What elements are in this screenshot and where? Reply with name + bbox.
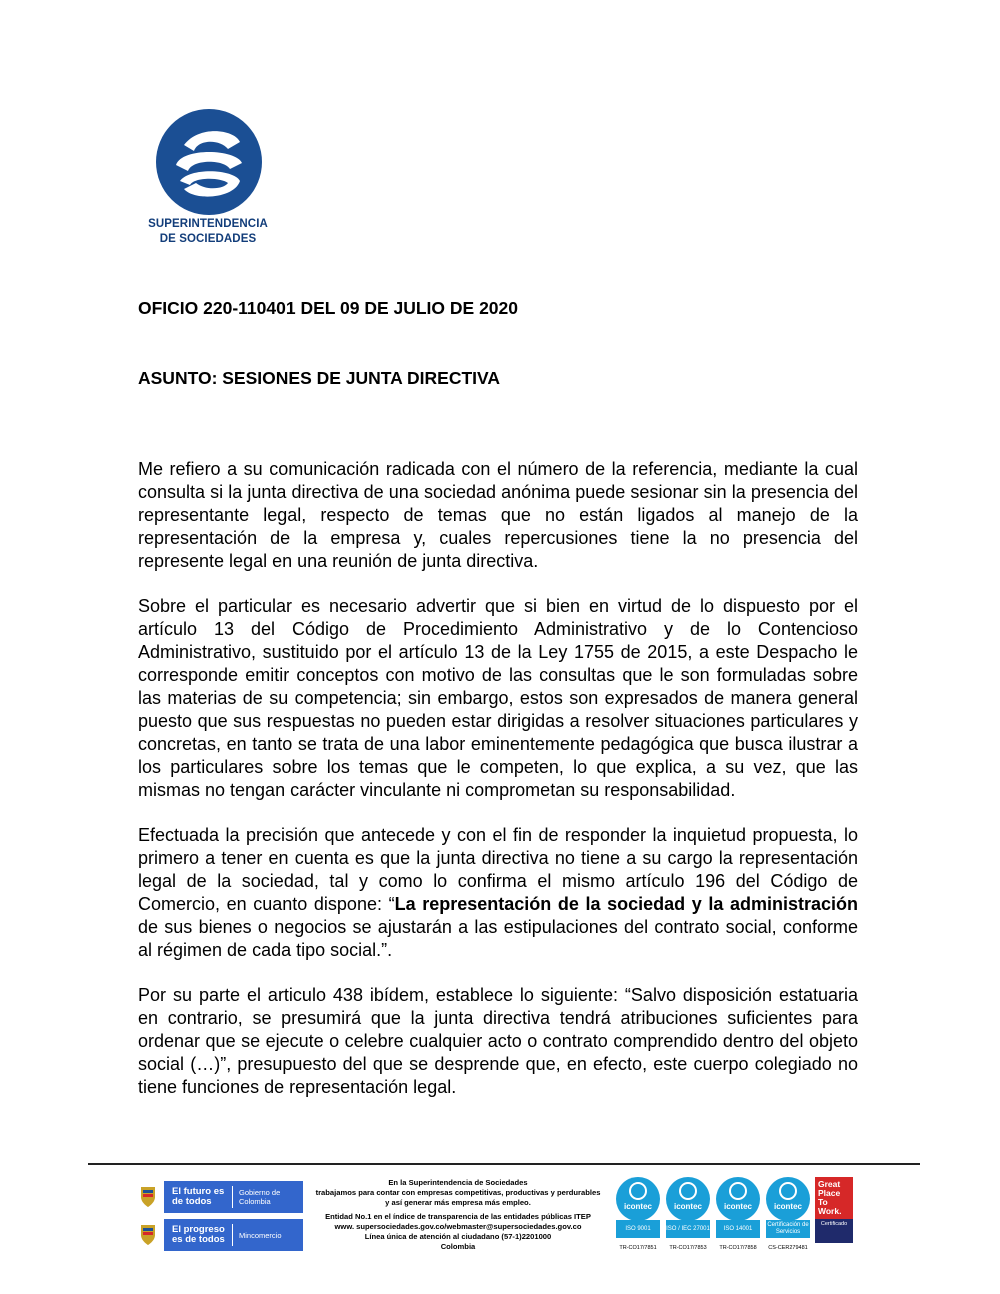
gov1-left-text: El futuro es de todos bbox=[172, 1186, 225, 1207]
gov1-right-text: Gobierno de Colombia bbox=[239, 1188, 281, 1206]
cert-code-1: TR-CO17/7851 bbox=[619, 1245, 657, 1251]
icontec-iso27001-badge: icontec ISO / IEC 27001 bbox=[666, 1177, 710, 1240]
gov2-right-text: Mincomercio bbox=[239, 1230, 282, 1240]
footer-line-2: trabajamos para contar con empresas competitivas, productivas y perdurables bbox=[315, 1188, 601, 1197]
icontec-servicios-badge: icontec Certificación de Servicios bbox=[766, 1177, 810, 1240]
gptw-title: Great Place To Work. bbox=[815, 1177, 853, 1219]
footer-line-6: Línea única de atención al ciudadano (57-1)2201000 bbox=[364, 1232, 552, 1241]
paragraph-3-part-b: de sus bienes o negocios se ajustarán a las estipulaciones del contrato social, conforme al régimen de cada tipo social.”. bbox=[138, 917, 858, 960]
paragraph-3-bold: La representación de la sociedad y la administración bbox=[394, 894, 858, 914]
footer-line-7: Colombia bbox=[440, 1242, 476, 1251]
colombia-seal-icon bbox=[138, 1183, 158, 1211]
footer-line-3: y así generar más empresa más empleo. bbox=[385, 1198, 531, 1207]
mincomercio-badge bbox=[138, 1219, 296, 1251]
footer-line-5: www. supersociedades.gov.co/webmaster@supersociedades.gov.co bbox=[334, 1222, 582, 1231]
logo-line-1: SUPERINTENDENCIA bbox=[148, 218, 268, 230]
icontec-icon bbox=[729, 1182, 747, 1200]
paragraph-3 bbox=[138, 824, 858, 962]
cert-code-2: TR-CO17/7853 bbox=[669, 1245, 707, 1251]
icontec-icon bbox=[629, 1182, 647, 1200]
icontec-icon bbox=[779, 1182, 797, 1200]
logo-emblem-icon bbox=[154, 107, 264, 217]
oficio-heading: OFICIO 220-110401 DEL 09 DE JULIO DE 2020 bbox=[138, 298, 519, 318]
gptw-certificado: Certificado bbox=[815, 1219, 853, 1243]
cert-code-3: TR-CO17/7858 bbox=[719, 1245, 757, 1251]
footer-line-4: Entidad No.1 en el índice de transparencia de las entidades públicas ITEP bbox=[325, 1212, 591, 1221]
cert-code-4: CS-CER279481 bbox=[768, 1245, 808, 1251]
great-place-to-work-badge bbox=[815, 1177, 853, 1243]
superintendencia-logo bbox=[138, 107, 278, 247]
asunto-heading: ASUNTO: SESIONES DE JUNTA DIRECTIVA bbox=[138, 368, 501, 388]
icontec-iso9001-badge: icontec ISO 9001 bbox=[616, 1177, 660, 1240]
gobierno-badge bbox=[138, 1181, 296, 1213]
icontec-iso14001-badge: icontec ISO 14001 bbox=[716, 1177, 760, 1240]
letter-body bbox=[138, 458, 858, 1121]
paragraph-3-part-a: Efectuada la precisión que antecede y con el fin de responder la inquietud propuesta, lo primero a tener en cuenta es que la junta directiva no tiene a su cargo la representación legal de la sociedad, tal y como lo confirma el mismo artículo 196 del Código de Comercio, en cuanto dispone: “ bbox=[138, 825, 858, 914]
logo-line-2: DE SOCIEDADES bbox=[159, 233, 257, 245]
paragraph-2: Sobre el particular es necesario advertir que si bien en virtud de lo dispuesto por el artículo 13 del Código de Procedimiento Administrativo y de lo Contencioso Administrativo, sustituido por el artículo 13 de la Ley 1755 de 2015, a este Despacho le corresponde emitir conceptos con motivo de las consultas que le son formuladas sobre las materias de su competencia; sin embargo, estos son expresados de manera general puesto que sus respuestas no pueden estar dirigidas a resolver situaciones particulares y concretas, en tanto se trata de una labor eminentemente pedagógica que busca ilustrar a los particulares sobre los temas que le competen, lo que explica, a su vez, que las mismas no tengan carácter vinculante ni comprometan su responsabilidad. bbox=[138, 596, 858, 800]
paragraph-4: Por su parte el articulo 438 ibídem, establece lo siguiente: “Salvo disposición estatuaria en contrario, se presumirá que la junta directiva tendrá atribuciones suficientes para ordenar que se ejecute o celebre cualquier acto o contrato comprendido dentro del objeto social (…)”, presupuesto del que se desprende que, en efecto, este cuerpo colegiado no tiene funciones de representación legal. bbox=[138, 985, 858, 1097]
footer-divider bbox=[88, 1163, 920, 1165]
paragraph-1: Me refiero a su comunicación radicada con el número de la referencia, mediante la cual consulta si la junta directiva de una sociedad anónima puede sesionar sin la presencia del representante legal, respecto de temas que no están ligados al manejo de la representación de la empresa y, cuales repercusiones tiene la no presencia del represente legal en una reunión de junta directiva. bbox=[138, 459, 858, 571]
icontec-icon bbox=[679, 1182, 697, 1200]
footer-info bbox=[308, 1178, 608, 1252]
gov2-left-text: El progreso es de todos bbox=[172, 1224, 225, 1245]
footer-line-1: En la Superintendencia de Sociedades bbox=[388, 1178, 528, 1187]
colombia-seal-icon bbox=[138, 1221, 158, 1249]
